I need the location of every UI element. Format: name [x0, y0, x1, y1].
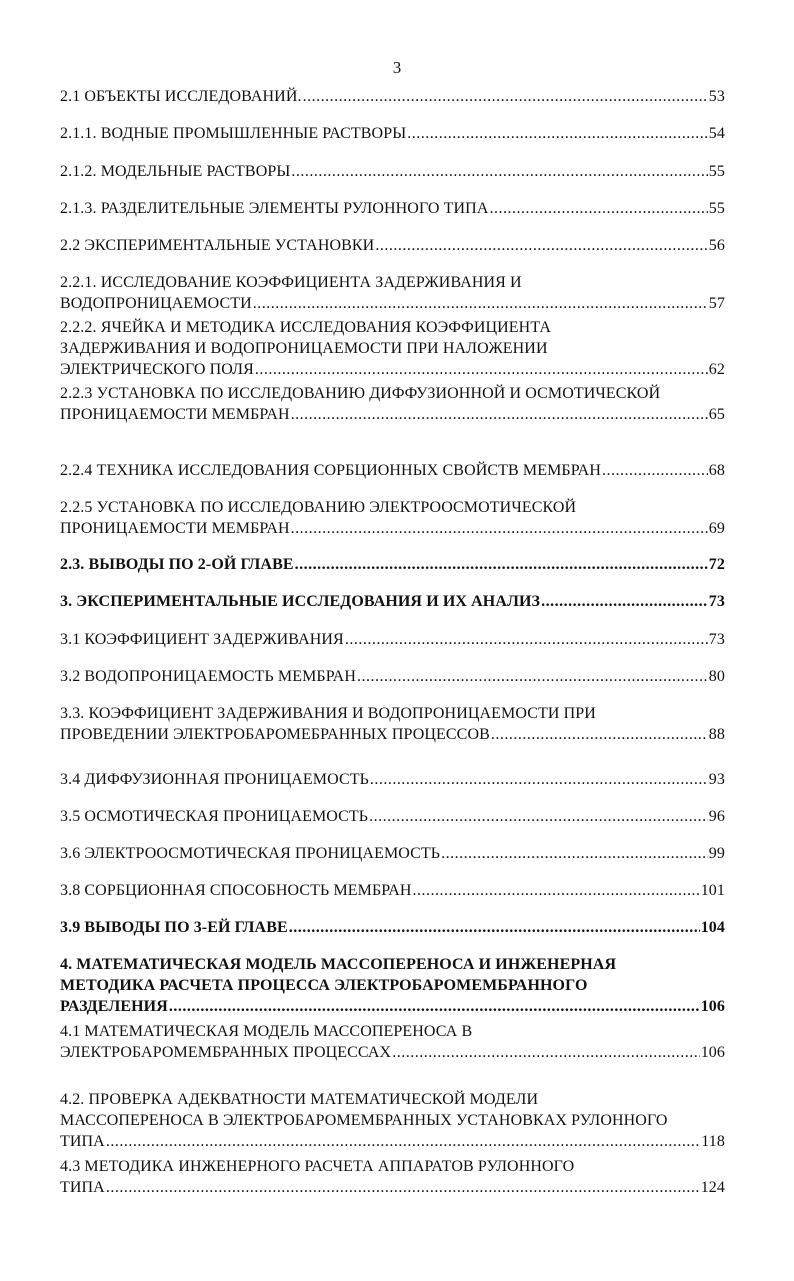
- toc-entry-row: [60, 235, 725, 256]
- toc-entry-text: 3.9 ВЫВОДЫ ПО 3-ЕЙ ГЛАВЕ: [60, 919, 288, 936]
- toc-entry-text: 3.3. КОЭФФИЦИЕНТ ЗАДЕРЖИВАНИЯ И ВОДОПРОНИЦАЕМОСТИ ПРИ: [60, 705, 596, 722]
- toc-page-number: 72: [708, 556, 725, 573]
- toc-entry-row: [60, 518, 725, 539]
- toc-entry-row: [60, 769, 725, 790]
- toc-entry-text: ПРОВЕДЕНИИ ЭЛЕКТРОБАРОМЕБРАННЫХ ПРОЦЕССОВ: [60, 726, 490, 743]
- toc-entry: [60, 591, 725, 612]
- toc-entry-text: 2.2 ЭКСПЕРИМЕНТАЛЬНЫЕ УСТАНОВКИ: [60, 237, 375, 254]
- toc-entry: [60, 554, 725, 575]
- dot-leader: [541, 591, 708, 612]
- toc-entry: [60, 198, 725, 219]
- dot-leader: [253, 293, 708, 314]
- toc-entry: [60, 383, 725, 425]
- dot-leader: [491, 724, 708, 745]
- dot-leader: [106, 1177, 700, 1198]
- toc-entry-row: [60, 843, 725, 864]
- toc-entry-row: [60, 359, 725, 380]
- dot-leader: [413, 880, 700, 901]
- toc-entry-text: МАССОПЕРЕНОСА В ЭЛЕКТРОБАРОМЕМБРАННЫХ УСТАНОВКАХ РУЛОННОГО: [60, 1112, 668, 1129]
- toc-page-number: 106: [700, 998, 725, 1015]
- toc-entry-text: 2.1.1. ВОДНЫЕ ПРОМЫШЛЕННЫЕ РАСТВОРЫ: [60, 125, 407, 142]
- toc-entry-row: [60, 554, 725, 575]
- toc-entry-text: 3.6 ЭЛЕКТРООСМОТИЧЕСКАЯ ПРОНИЦАЕМОСТЬ: [60, 845, 441, 862]
- toc-entry-row: [60, 806, 725, 827]
- toc-entry-row: [60, 86, 725, 107]
- toc-entry-row: [60, 1042, 725, 1063]
- toc-entry-row: [60, 123, 725, 144]
- dot-leader: [169, 996, 700, 1017]
- toc-entry: [60, 161, 725, 182]
- toc-entry: [60, 880, 725, 901]
- toc-entry-text: ЭЛЕКТРИЧЕСКОГО ПОЛЯ: [60, 361, 254, 378]
- dot-leader: [106, 1131, 700, 1152]
- toc-entry-text: ЭЛЕКТРОБАРОМЕМБРАННЫХ ПРОЦЕССАХ: [60, 1044, 392, 1061]
- toc-page-number: 55: [708, 163, 725, 180]
- dot-leader: [255, 359, 708, 380]
- toc-entry-text: 3.5 ОСМОТИЧЕСКАЯ ПРОНИЦАЕМОСТЬ: [60, 808, 369, 825]
- toc-entry: [60, 769, 725, 790]
- toc-page-number: 57: [708, 295, 725, 312]
- toc-page-number: 65: [708, 406, 725, 423]
- toc-page-number: 69: [708, 520, 725, 537]
- page-number: 3: [392, 58, 402, 77]
- toc-entry-text: 3. ЭКСПЕРИМЕНТАЛЬНЫЕ ИССЛЕДОВАНИЯ И ИХ АНАЛИЗ: [60, 593, 541, 610]
- toc-page-number: 56: [708, 237, 725, 254]
- toc-entry: [60, 629, 725, 650]
- toc-page-number: 104: [700, 919, 725, 936]
- toc-entry-text: 2.1 ОБЪЕКТЫ ИССЛЕДОВАНИЙ.: [60, 88, 302, 105]
- dot-leader: [392, 1042, 700, 1063]
- toc-entry-text: 3.1 КОЭФФИЦИЕНТ ЗАДЕРЖИВАНИЯ: [60, 631, 344, 648]
- dot-leader: [345, 629, 708, 650]
- toc-page-number: 106: [700, 1044, 725, 1061]
- toc-entry-text: 3.8 СОРБЦИОННАЯ СПОСОБНОСТЬ МЕМБРАН: [60, 882, 412, 899]
- toc-entry-row: [60, 629, 725, 650]
- toc-entry-text: МЕТОДИКА РАСЧЕТА ПРОЦЕССА ЭЛЕКТРОБАРОМЕМБРАННОГО: [60, 977, 588, 994]
- toc-page-number: 73: [708, 593, 725, 610]
- toc-entry: [60, 272, 725, 314]
- toc-entry: [60, 843, 725, 864]
- toc-entry: [60, 1021, 725, 1063]
- dot-leader: [295, 554, 708, 575]
- toc-entry-row: [60, 404, 725, 425]
- toc-entry-row: [60, 460, 725, 481]
- dot-leader: [370, 769, 708, 790]
- dot-leader: [489, 198, 707, 219]
- toc-entry-text: 2.1.3. РАЗДЕЛИТЕЛЬНЫЕ ЭЛЕМЕНТЫ РУЛОННОГО ТИПА: [60, 200, 489, 217]
- toc-entry-text: 2.2.3 УСТАНОВКА ПО ИССЛЕДОВАНИЮ ДИФФУЗИОННОЙ И ОСМОТИЧЕСКОЙ: [60, 385, 661, 402]
- dot-leader: [303, 86, 708, 107]
- toc-entry-text: 3.2 ВОДОПРОНИЦАЕМОСТЬ МЕМБРАН: [60, 668, 356, 685]
- toc-entry-row: [60, 917, 725, 938]
- toc-entry-text: ВОДОПРОНИЦАЕМОСТИ: [60, 295, 252, 312]
- toc-page-number: 62: [708, 361, 725, 378]
- toc-entry-row: [60, 161, 725, 182]
- toc-entry: [60, 806, 725, 827]
- dot-leader: [369, 806, 708, 827]
- toc-page-number: 99: [708, 845, 725, 862]
- toc-page-number: 73: [708, 631, 725, 648]
- toc-page-number: 118: [701, 1133, 725, 1150]
- toc-entry-text: РАЗДЕЛЕНИЯ: [60, 998, 168, 1015]
- toc-entry: [60, 317, 725, 380]
- toc-entry: [60, 1089, 725, 1152]
- toc-entry-text: ПРОНИЦАЕМОСТИ МЕМБРАН: [60, 520, 290, 537]
- toc-entry-text: 2.1.2. МОДЕЛЬНЫЕ РАСТВОРЫ: [60, 163, 291, 180]
- toc-entry-text: ТИПА: [60, 1133, 105, 1150]
- toc-page-number: 68: [708, 462, 725, 479]
- toc-entry: [60, 666, 725, 687]
- toc-page-number: 96: [708, 808, 725, 825]
- toc-entry-row: [60, 1131, 725, 1152]
- toc-entry: [60, 1156, 725, 1198]
- dot-leader: [289, 917, 700, 938]
- toc-entry: [60, 460, 725, 481]
- toc-entry-row: [60, 1177, 725, 1198]
- toc-entry-text: 2.2.1. ИССЛЕДОВАНИЕ КОЭФФИЦИЕНТА ЗАДЕРЖИВАНИЯ И: [60, 274, 522, 291]
- toc-page-number: 53: [708, 88, 725, 105]
- dot-leader: [357, 666, 708, 687]
- toc-entry: [60, 235, 725, 256]
- dot-leader: [602, 460, 708, 481]
- toc-entry-row: [60, 880, 725, 901]
- toc-page-number: 55: [708, 200, 725, 217]
- toc-page-number: 88: [708, 726, 725, 743]
- toc-entry-text: ПРОНИЦАЕМОСТИ МЕМБРАН: [60, 406, 290, 423]
- dot-leader: [291, 161, 707, 182]
- toc-entry-row: [60, 591, 725, 612]
- toc-entry-text: 2.2.4 ТЕХНИКА ИССЛЕДОВАНИЯ СОРБЦИОННЫХ СВОЙСТВ МЕМБРАН: [60, 462, 601, 479]
- toc-page-number: 101: [700, 882, 725, 899]
- toc-page-number: 93: [708, 771, 725, 788]
- dot-leader: [441, 843, 708, 864]
- toc-entry-row: [60, 724, 725, 745]
- toc-entry: [60, 497, 725, 539]
- toc-entry: [60, 86, 725, 107]
- dot-leader: [291, 404, 708, 425]
- toc-entry-text: 4.2. ПРОВЕРКА АДЕКВАТНОСТИ МАТЕМАТИЧЕСКОЙ МОДЕЛИ: [60, 1091, 539, 1108]
- toc-entry-row: [60, 293, 725, 314]
- toc-page-number: 80: [708, 668, 725, 685]
- dot-leader: [407, 123, 708, 144]
- toc-entry-text: 2.2.5 УСТАНОВКА ПО ИССЛЕДОВАНИЮ ЭЛЕКТРООСМОТИЧЕСКОЙ: [60, 499, 577, 516]
- toc-entry-text: ЗАДЕРЖИВАНИЯ И ВОДОПРОНИЦАЕМОСТИ ПРИ НАЛОЖЕНИИ: [60, 340, 548, 357]
- toc-entry: [60, 703, 725, 745]
- toc-entry-text: ТИПА: [60, 1179, 105, 1196]
- toc-entry-row: [60, 996, 725, 1017]
- dot-leader: [291, 518, 708, 539]
- toc-entry-text: 4.3 МЕТОДИКА ИНЖЕНЕРНОГО РАСЧЕТА АППАРАТОВ РУЛОННОГО: [60, 1158, 575, 1175]
- toc-entry-text: 2.2.2. ЯЧЕЙКА И МЕТОДИКА ИССЛЕДОВАНИЯ КОЭФФИЦИЕНТА: [60, 319, 552, 336]
- toc-entry-text: 4.1 МАТЕМАТИЧЕСКАЯ МОДЕЛЬ МАССОПЕРЕНОСА В: [60, 1023, 473, 1040]
- toc-entry: [60, 954, 725, 1017]
- toc-entry: [60, 123, 725, 144]
- toc-entry: [60, 917, 725, 938]
- toc-entry-text: 4. МАТЕМАТИЧЕСКАЯ МОДЕЛЬ МАССОПЕРЕНОСА И ИНЖЕНЕРНАЯ: [60, 956, 617, 973]
- dot-leader: [375, 235, 707, 256]
- toc-entry-text: 3.4 ДИФФУЗИОННАЯ ПРОНИЦАЕМОСТЬ: [60, 771, 369, 788]
- toc-entry-row: [60, 666, 725, 687]
- toc-entry-text: 2.3. ВЫВОДЫ ПО 2-ОЙ ГЛАВЕ: [60, 556, 294, 573]
- toc-entry-row: [60, 198, 725, 219]
- toc-page-number: 54: [708, 125, 725, 142]
- toc-page-number: 124: [700, 1179, 725, 1196]
